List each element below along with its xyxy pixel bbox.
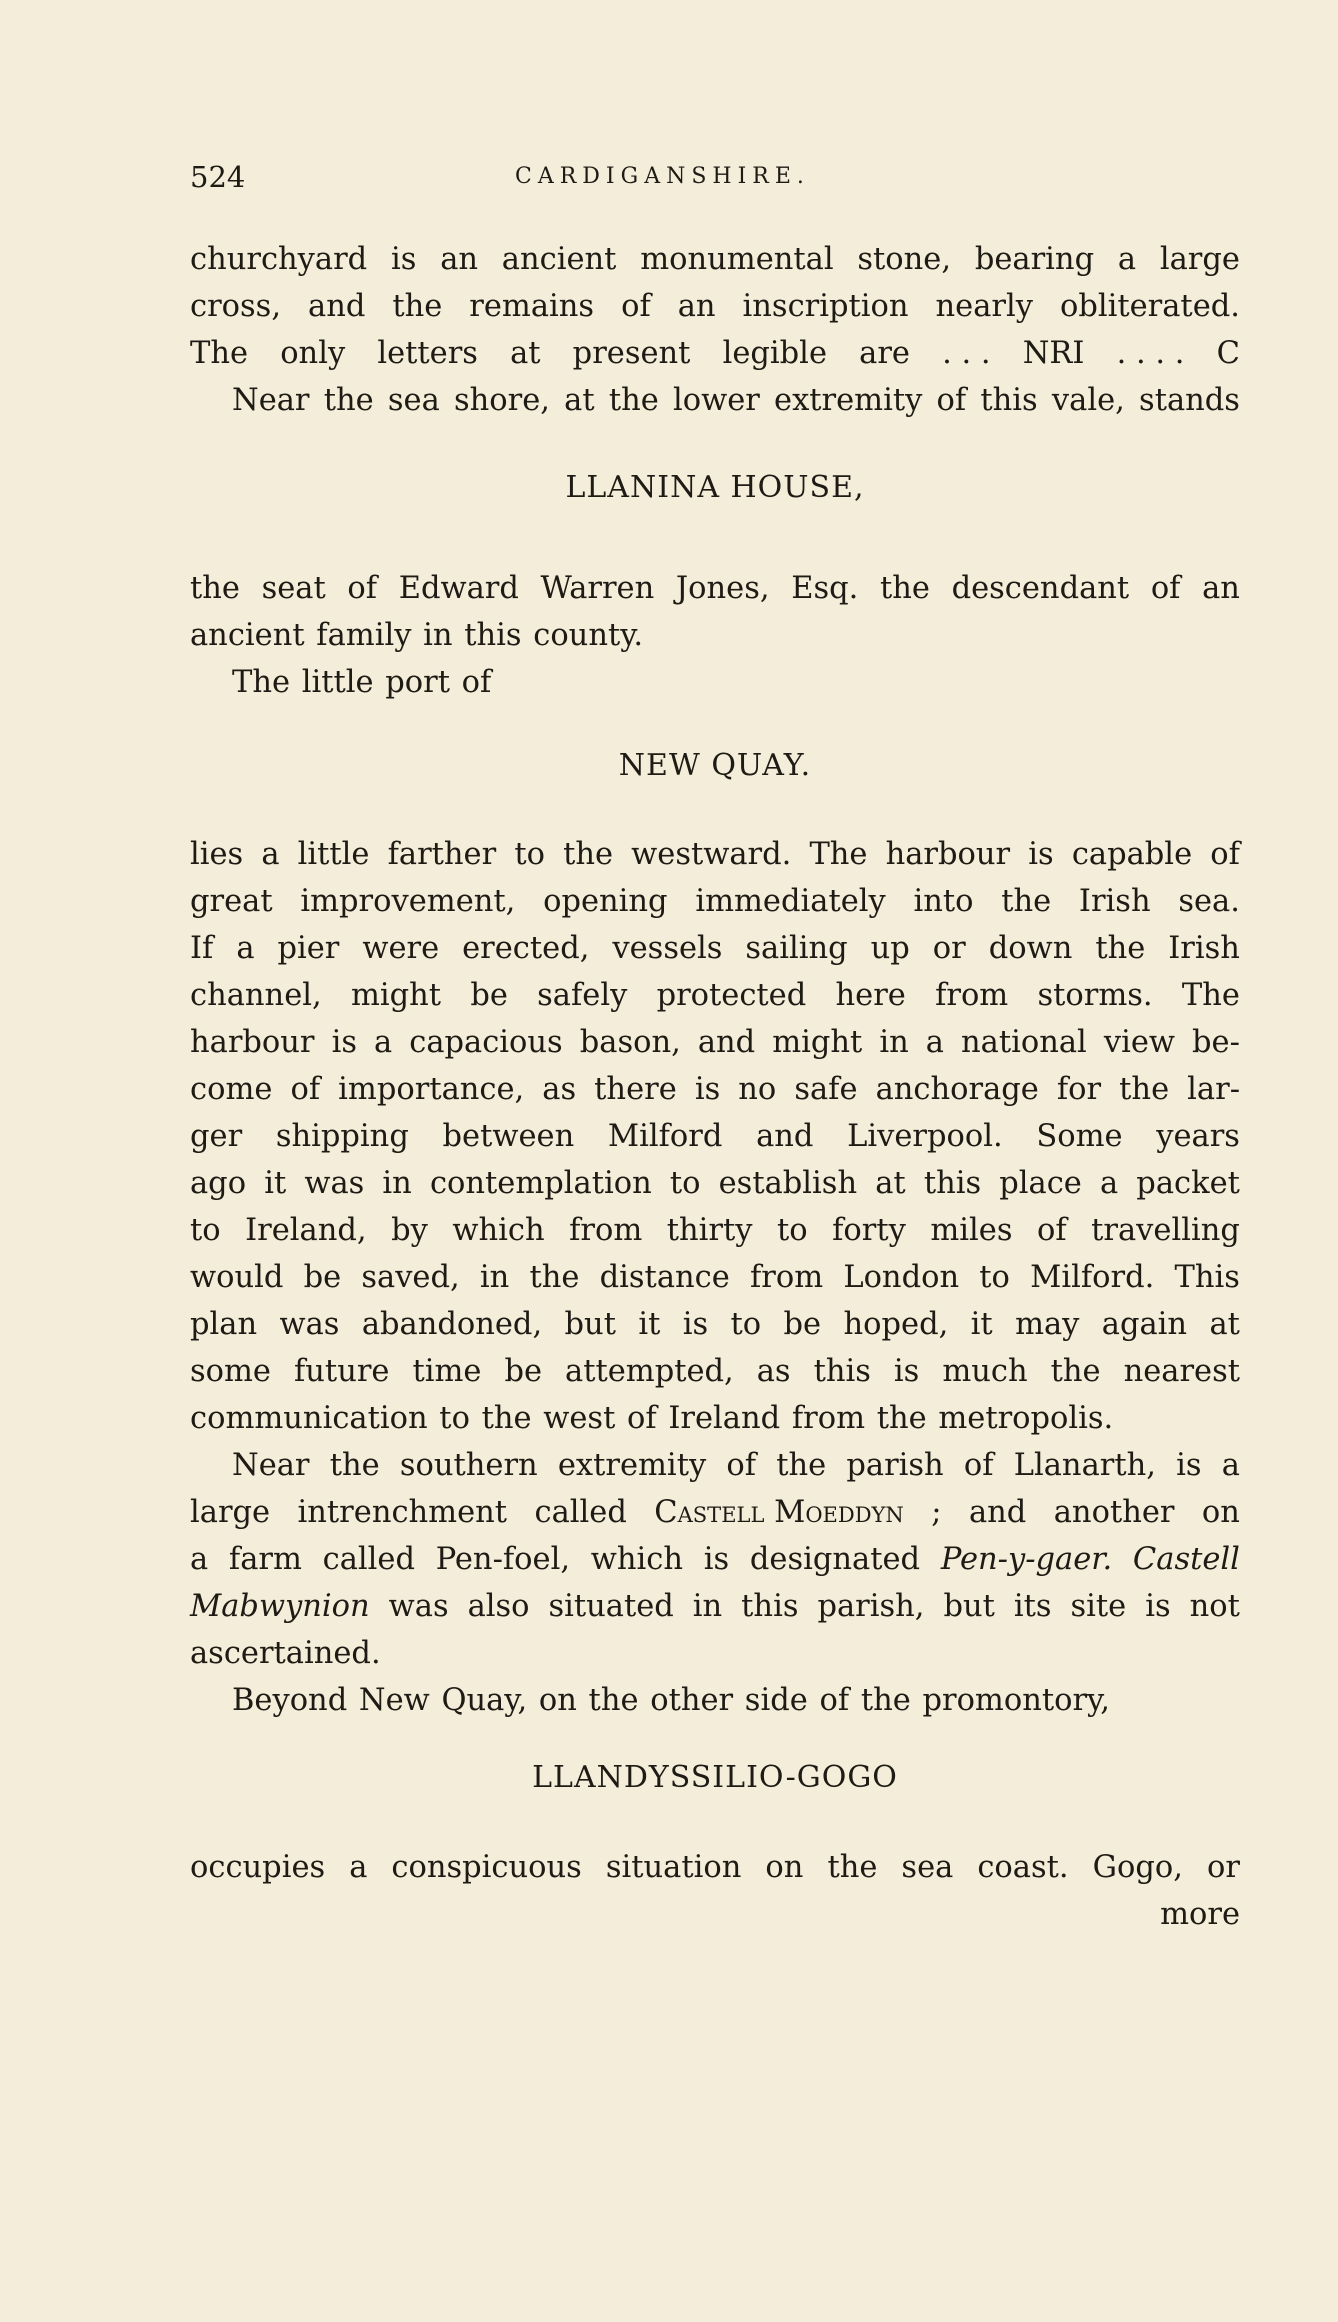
text-line: some future time be attempted, as this is much the nearest (190, 1354, 1240, 1389)
page-body (190, 236, 1240, 1938)
text-line: channel, might be safely protected here from storms. The (190, 978, 1240, 1013)
text-line: a farm called Pen-foel, which is designated Pen-y-gaer. Castell (190, 1542, 1240, 1577)
text-line: Near the sea shore, at the lower extremity of this vale, stands (232, 383, 1240, 418)
text-line: come of importance, as there is no safe anchorage for the lar- (190, 1072, 1240, 1107)
text-line: harbour is a capacious bason, and might in a national view be- (190, 1025, 1240, 1060)
section-heading-llandyssilio-gogo: LLANDYSSILIO-GOGO (532, 1760, 898, 1795)
text-line: The little port of (232, 665, 492, 700)
running-head: CARDIGANSHIRE. (515, 164, 810, 189)
text-line: churchyard is an ancient monumental stone, bearing a large (190, 242, 1240, 277)
section-heading-new-quay: NEW QUAY. (618, 748, 812, 783)
page-number: 524 (190, 160, 246, 194)
text-line: If a pier were erected, vessels sailing up or down the Irish (190, 931, 1240, 966)
text-line: Beyond New Quay, on the other side of the promontory, (232, 1683, 1110, 1718)
text-line: plan was abandoned, but it is to be hoped, it may again at (190, 1307, 1240, 1342)
text-line: large intrenchment called Castell Moeddyn ; and another on (190, 1489, 1240, 1536)
text-line: to Ireland, by which from thirty to forty miles of travelling (190, 1213, 1240, 1248)
page-header (190, 160, 1240, 200)
text-line: ancient family in this county. (190, 618, 644, 653)
text-line: cross, and the remains of an inscription nearly obliterated. (190, 289, 1240, 324)
text-line: would be saved, in the distance from London to Milford. This (190, 1260, 1240, 1295)
text-line: Mabwynion was also situated in this parish, but its site is not (190, 1589, 1240, 1624)
text-line: ger shipping between Milford and Liverpool. Some years (190, 1119, 1240, 1154)
catchword: more (1160, 1897, 1240, 1932)
text-line: lies a little farther to the westward. The harbour is capable of (190, 837, 1240, 872)
text-line: occupies a conspicuous situation on the sea coast. Gogo, or (190, 1850, 1240, 1885)
text-line: Near the southern extremity of the parish of Llanarth, is a (232, 1448, 1240, 1483)
text-line: great improvement, opening immediately into the Irish sea. (190, 884, 1240, 919)
place-name-castell-moeddyn: Castell Moeddyn (654, 1495, 904, 1530)
section-heading-llanina-house: LLANINA HOUSE, (565, 470, 865, 505)
text-line: The only letters at present legible are . . . NRI . . . . C (190, 336, 1240, 371)
text-line: ascertained. (190, 1636, 381, 1671)
text-line: ago it was in contemplation to establish at this place a packet (190, 1166, 1240, 1201)
text-line: the seat of Edward Warren Jones, Esq. the descendant of an (190, 571, 1240, 606)
text-line: communication to the west of Ireland from the metropolis. (190, 1401, 1114, 1436)
